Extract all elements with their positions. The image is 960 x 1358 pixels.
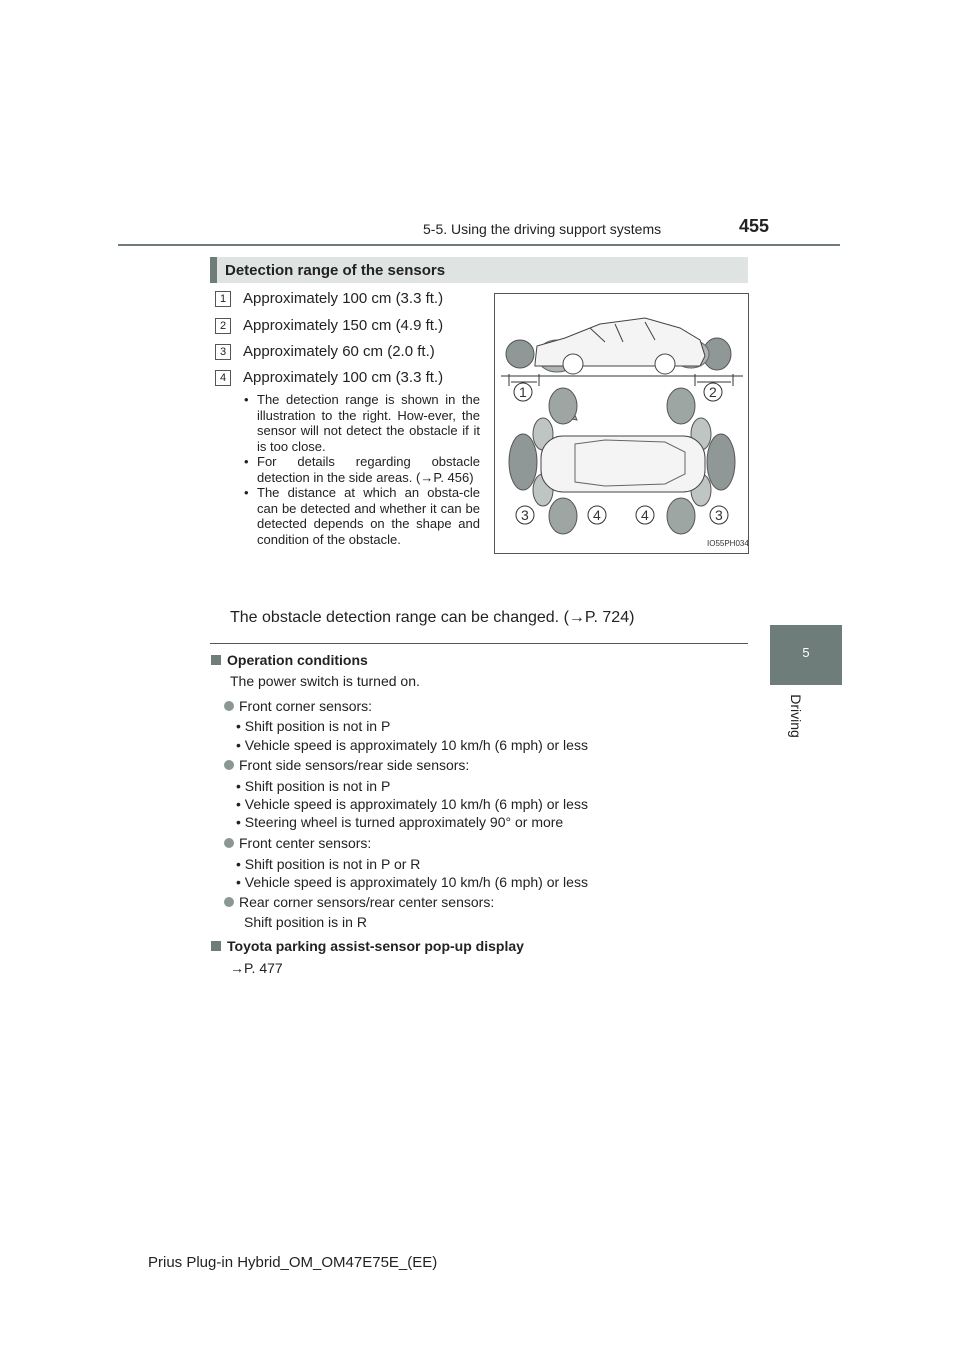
group-title: Front corner sensors: [239, 698, 373, 714]
chapter-label: Driving [788, 694, 804, 738]
header-divider [118, 244, 840, 246]
item-text: Approximately 100 cm (3.3 ft.) [243, 369, 444, 386]
page-number: 455 [739, 216, 770, 236]
square-bullet-icon [211, 941, 221, 951]
popup-heading [211, 938, 524, 954]
car-diagram [495, 294, 748, 553]
group-title: Rear corner sensors/rear center sensors: [239, 894, 495, 910]
operation-heading [211, 652, 368, 668]
operation-intro: The power switch is turned on. [230, 673, 420, 689]
note-item: • For details regarding obstacle detection in the side areas. (→P. 456) [244, 454, 480, 485]
range-item-2 [215, 317, 443, 334]
sensor-range-illustration [494, 293, 749, 554]
range-change-note: The obstacle detection range can be changed. (→P. 724) [230, 609, 635, 626]
figure-code: IO55PH034 [707, 539, 748, 548]
callout-4-right: 4 [641, 507, 649, 523]
running-header-section: 5-5. Using the driving support systems [423, 221, 662, 237]
condition-group [224, 835, 371, 851]
condition-line: Shift position is in R [244, 914, 367, 930]
callout-1: 1 [519, 384, 527, 400]
chapter-label-wrap [786, 690, 806, 750]
item-number: 2 [215, 318, 231, 334]
item-number: 1 [215, 291, 231, 307]
top-view-car [509, 388, 735, 534]
callout-3-left: 3 [521, 507, 529, 523]
condition-line: • Shift position is not in P [236, 718, 391, 734]
condition-group [224, 698, 372, 714]
dot-bullet-icon [224, 838, 234, 848]
dot-bullet-icon [224, 760, 234, 770]
dot-bullet-icon [224, 701, 234, 711]
dot-bullet-icon [224, 897, 234, 907]
condition-group [224, 894, 494, 910]
group-title: Front center sensors: [239, 835, 372, 851]
chapter-number: 5 [802, 645, 810, 660]
section-heading-text: Detection range of the sensors [225, 262, 446, 279]
chapter-tab [770, 625, 842, 685]
item-text: Approximately 60 cm (2.0 ft.) [243, 343, 435, 360]
condition-line: • Vehicle speed is approximately 10 km/h (6 mph) or less [236, 796, 588, 812]
popup-title: Toyota parking assist-sensor pop-up display [227, 938, 524, 954]
callout-3-right: 3 [715, 507, 723, 523]
square-bullet-icon [211, 655, 221, 665]
condition-line: • Shift position is not in P [236, 778, 391, 794]
section-divider [210, 643, 748, 644]
callout-4-left: 4 [593, 507, 601, 523]
document-footer: Prius Plug-in Hybrid_OM_OM47E75E_(EE) [148, 1254, 438, 1271]
item-text: Approximately 100 cm (3.3 ft.) [243, 290, 444, 307]
detection-notes [244, 392, 480, 547]
note-item: • The distance at which an obsta-cle can be detected and whether it can be detected depends on the shape and condition of the obstacle. [244, 485, 480, 547]
range-item-1 [215, 290, 443, 307]
heading-accent-bar [210, 257, 217, 283]
condition-group [224, 757, 469, 773]
note-item: • The detection range is shown in the illustration to the right. How-ever, the sensor will not detect the obstacle if it is too close. [244, 392, 480, 454]
range-item-3 [215, 343, 435, 360]
condition-line: • Vehicle speed is approximately 10 km/h (6 mph) or less [236, 874, 588, 890]
range-item-4 [215, 369, 443, 386]
callout-2: 2 [709, 384, 717, 400]
group-title: Front side sensors/rear side sensors: [239, 757, 470, 773]
section-heading [210, 257, 748, 283]
item-text: Approximately 150 cm (4.9 ft.) [243, 317, 444, 334]
side-view-car [506, 318, 731, 374]
item-number: 3 [215, 344, 231, 360]
condition-line: • Shift position is not in P or R [236, 856, 421, 872]
condition-line: • Vehicle speed is approximately 10 km/h (6 mph) or less [236, 737, 588, 753]
condition-line: • Steering wheel is turned approximately 90° or more [236, 814, 564, 830]
popup-page-ref: →P. 477 [230, 960, 283, 976]
operation-title: Operation conditions [227, 652, 368, 668]
item-number: 4 [215, 370, 231, 386]
